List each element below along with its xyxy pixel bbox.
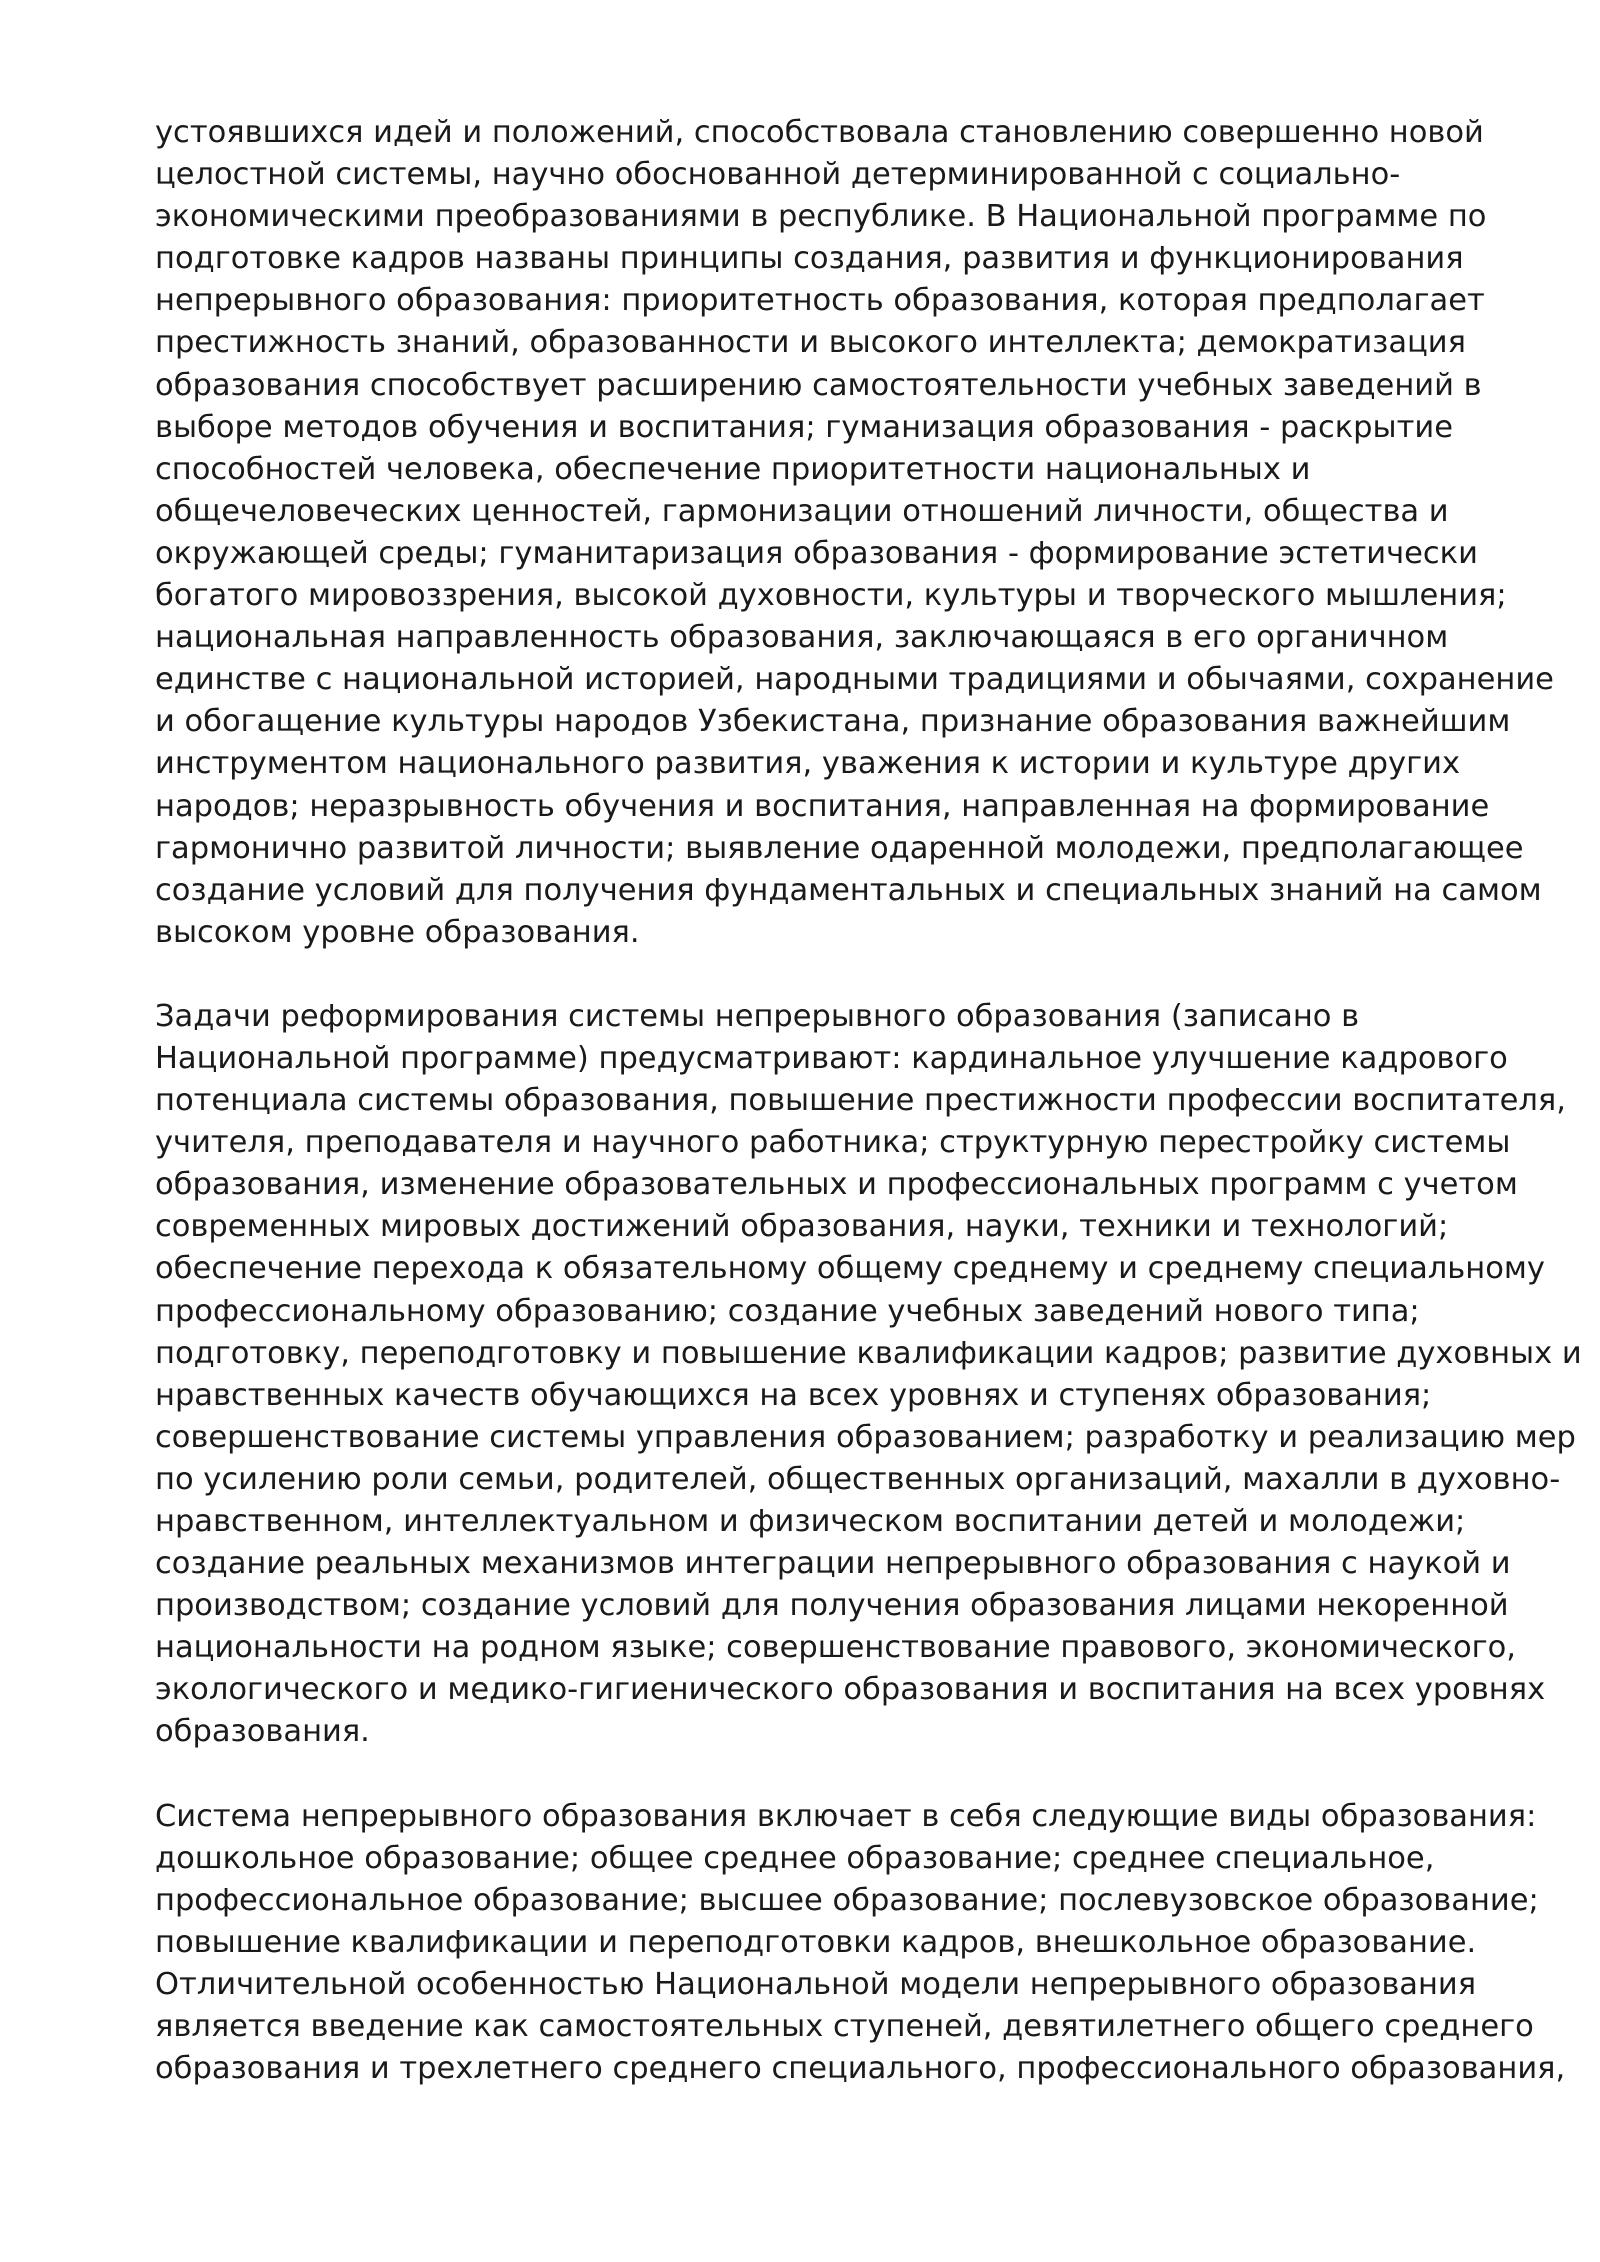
text-line: Отличительной особенностью Национальной модели непрерывного образования bbox=[155, 1966, 1477, 2002]
text-line: потенциала системы образования, повышение престижности профессии воспитателя, bbox=[155, 1083, 1566, 1119]
text-line: современных мировых достижений образования, науки, техники и технологий; bbox=[155, 1209, 1449, 1245]
text-line: Система непрерывного образования включает в себя следующие виды образования: bbox=[155, 1798, 1537, 1834]
text-line: народов; неразрывность обучения и воспитания, направленная на формирование bbox=[155, 788, 1490, 824]
text-line: создание условий для получения фундаментальных и специальных знаний на самом bbox=[155, 872, 1542, 908]
text-line: гармонично развитой личности; выявление одаренной молодежи, предполагающее bbox=[155, 830, 1524, 866]
text-line: является введение как самостоятельных ступеней, девятилетнего общего среднего bbox=[155, 2009, 1534, 2045]
text-line: окружающей среды; гуманитаризация образования - формирование эстетически bbox=[155, 535, 1478, 571]
text-line: общечеловеческих ценностей, гармонизации отношений личности, общества и bbox=[155, 493, 1449, 529]
text-line: учителя, преподавателя и научного работника; структурную перестройку системы bbox=[155, 1125, 1511, 1161]
text-line: непрерывного образования: приоритетность образования, которая предполагает bbox=[155, 283, 1485, 319]
paragraph-education-types bbox=[155, 1796, 1566, 2091]
text-line: единстве с национальной историей, народными традициями и обычаями, сохранение bbox=[155, 662, 1554, 698]
paragraph-reform-tasks bbox=[155, 996, 1582, 1754]
text-line: профессиональному образованию; создание учебных заведений нового типа; bbox=[155, 1293, 1420, 1329]
text-line: нравственном, интеллектуальном и физическом воспитании детей и молодежи; bbox=[155, 1504, 1466, 1539]
text-line: дошкольное образование; общее среднее образование; среднее специальное, bbox=[155, 1840, 1435, 1876]
text-line: повышение квалификации и переподготовки кадров, внешкольное образование. bbox=[155, 1924, 1477, 1960]
text-line: подготовку, переподготовку и повышение квалификации кадров; развитие духовных и bbox=[155, 1335, 1582, 1371]
text-line: образования и трехлетнего среднего специального, профессионального образования, bbox=[155, 2051, 1566, 2087]
text-line: богатого мировоззрения, высокой духовности, культуры и творческого мышления; bbox=[155, 578, 1507, 614]
text-line: нравственных качеств обучающихся на всех уровнях и ступенях образования; bbox=[155, 1377, 1432, 1413]
text-line: обеспечение перехода к обязательному общему среднему и среднему специальному bbox=[155, 1251, 1545, 1287]
text-line: подготовке кадров названы принципы создания, развития и функционирования bbox=[155, 241, 1464, 277]
text-line: производством; создание условий для получения образования лицами некоренной bbox=[155, 1588, 1509, 1624]
text-line: совершенствование системы управления образованием; разработку и реализацию мер bbox=[155, 1419, 1576, 1455]
text-line: по усилению роли семьи, родителей, общественных организаций, махалли в духовно- bbox=[155, 1461, 1561, 1497]
document-page bbox=[155, 112, 1582, 2090]
paragraph-principles bbox=[155, 112, 1554, 954]
text-line: целостной системы, научно обоснованной детерминированной с социально- bbox=[155, 157, 1401, 193]
text-line: способностей человека, обеспечение приоритетности национальных и bbox=[155, 451, 1311, 487]
text-line: образования. bbox=[155, 1714, 370, 1750]
text-line: инструментом национального развития, уважения к истории и культуре других bbox=[155, 746, 1460, 782]
text-line: национальная направленность образования, заключающаяся в его органичном bbox=[155, 620, 1449, 656]
text-line: образования, изменение образовательных и профессиональных программ с учетом bbox=[155, 1167, 1518, 1203]
text-line: создание реальных механизмов интеграции непрерывного образования с наукой и bbox=[155, 1546, 1511, 1582]
text-line: национальности на родном языке; совершенствование правового, экономического, bbox=[155, 1630, 1516, 1666]
text-line: профессиональное образование; высшее образование; послевузовское образование; bbox=[155, 1882, 1539, 1918]
text-line: Национальной программе) предусматривают: кардинальное улучшение кадрового bbox=[155, 1040, 1508, 1076]
text-line: Задачи реформирования системы непрерывного образования (записано в bbox=[155, 998, 1360, 1034]
text-line: устоявшихся идей и положений, способствовала становлению совершенно новой bbox=[155, 115, 1484, 150]
text-line: престижность знаний, образованности и высокого интеллекта; демократизация bbox=[155, 325, 1466, 361]
text-line: экономическими преобразованиями в республике. В Национальной программе по bbox=[155, 199, 1487, 235]
text-line: экологического и медико-гигиенического образования и воспитания на всех уровнях bbox=[155, 1672, 1546, 1708]
text-line: и обогащение культуры народов Узбекистана, признание образования важнейшим bbox=[155, 704, 1511, 740]
text-line: образования способствует расширению самостоятельности учебных заведений в bbox=[155, 367, 1482, 403]
text-line: высоком уровне образования. bbox=[155, 914, 640, 950]
text-line: выборе методов обучения и воспитания; гуманизация образования - раскрытие bbox=[155, 409, 1453, 445]
